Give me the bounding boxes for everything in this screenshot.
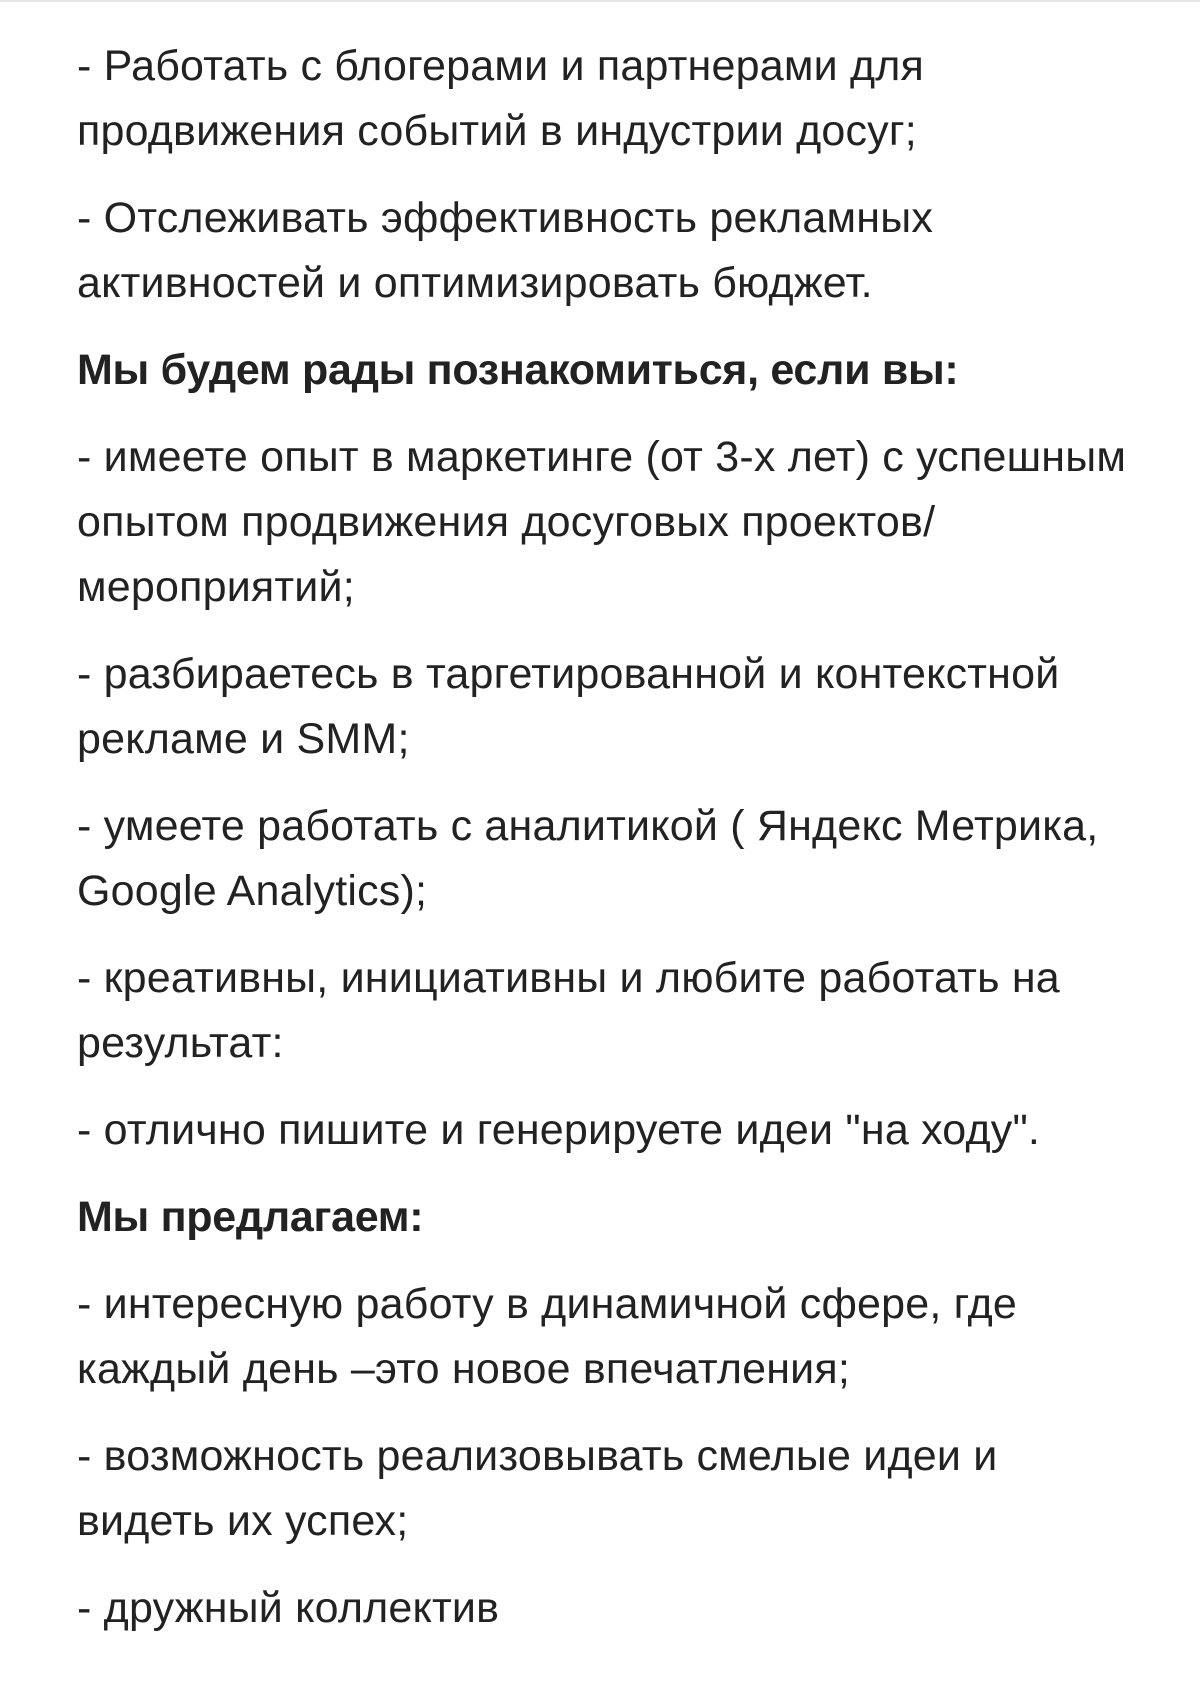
requirements-heading: Мы будем рады познакомиться, если вы: (77, 346, 959, 394)
top-divider (0, 0, 1200, 2)
requirement-item: - отлично пишите и генерируете идеи "на ходу". (77, 1106, 1041, 1154)
offer-item: - интересную работу в динамичной сфере, где каждый день –это новое впечатления; (77, 1280, 1018, 1393)
offer-item: - дружный коллектив (77, 1584, 500, 1632)
requirement-item: - умеете работать с аналитикой ( Яндекс Метрика, Google Analytics); (77, 802, 1099, 915)
requirement-item: - креативны, инициативны и любите работать на результат: (77, 954, 1060, 1067)
intro-item: - Отслеживать эффективность рекламных активностей и оптимизировать бюджет. (77, 194, 934, 307)
intro-item: - Работать с блогерами и партнерами для продвижения событий в индустрии досуг; (77, 42, 925, 155)
offer-heading: Мы предлагаем: (77, 1193, 424, 1241)
requirement-item: - имеете опыт в маркетинге (от 3-х лет) с успешным опытом продвижения досуговых проектов/ мероприятий; (77, 433, 1127, 611)
requirement-item: - разбираетесь в таргетированной и контекстной рекламе и SMM; (77, 650, 1060, 763)
offer-item: - возможность реализовывать смелые идеи и видеть их успех; (77, 1432, 998, 1545)
vacancy-text (77, 34, 1137, 1641)
